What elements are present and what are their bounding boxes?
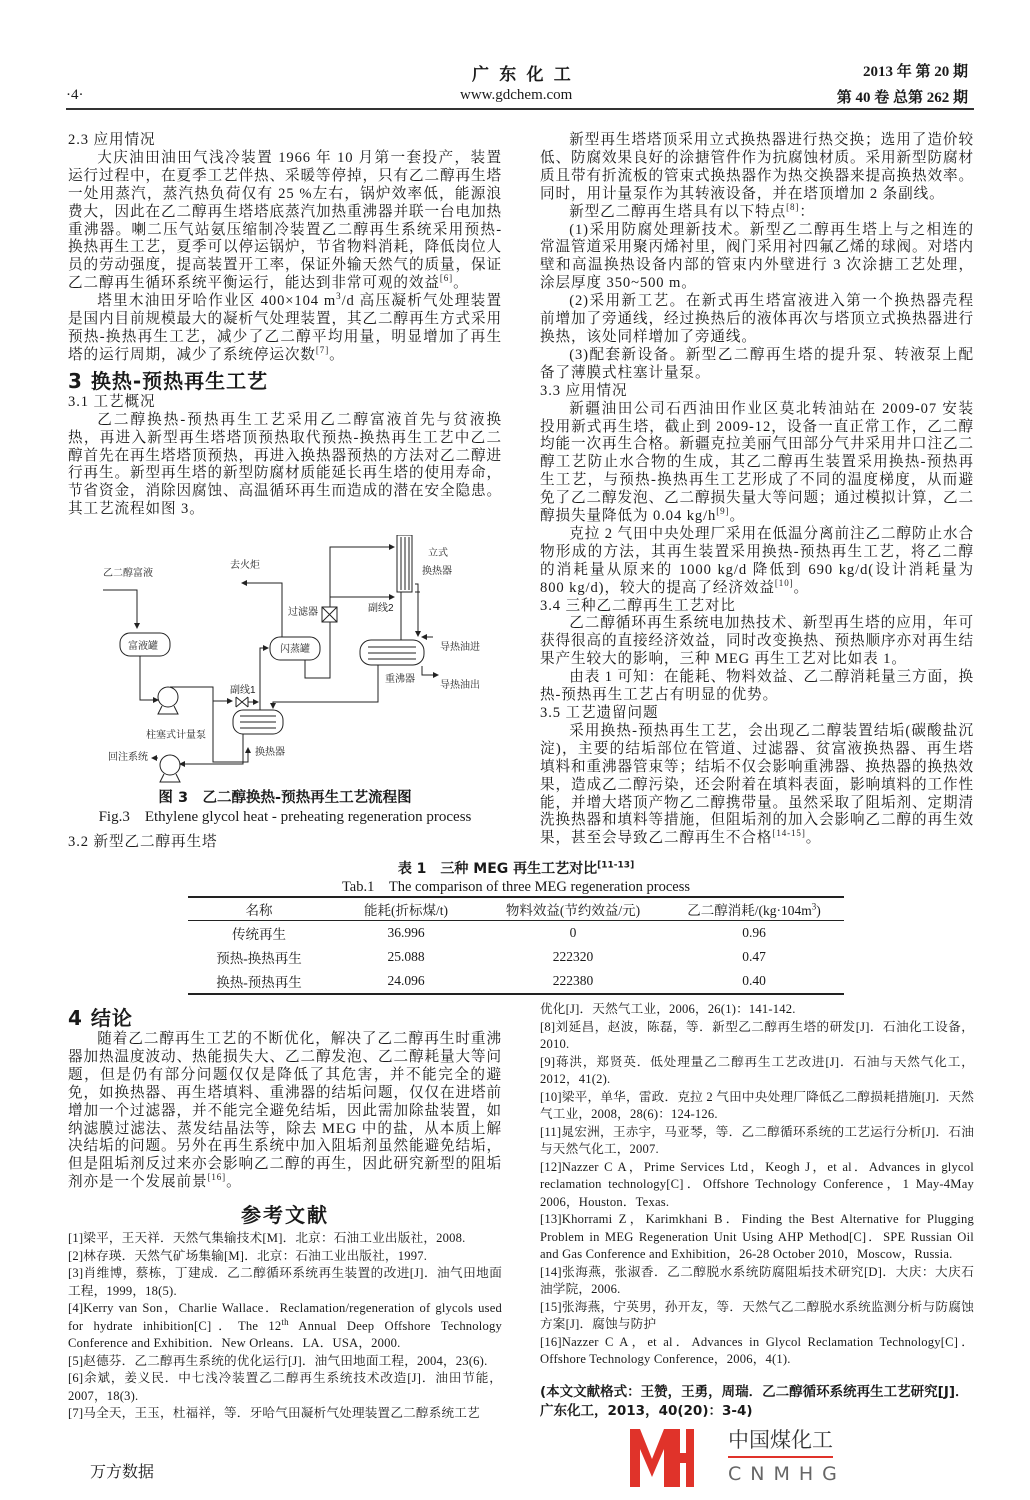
table-cell: 222380	[552, 973, 594, 988]
table-title-en: Tab.1 The comparison of three MEG regeneration process	[341, 879, 691, 895]
table-cell: 222320	[552, 949, 594, 964]
col-header-text: 乙二醇消耗/(kg·104m	[687, 903, 812, 918]
table-cell: 0.40	[742, 973, 766, 988]
text-segment: Annual Deep Offshore Technology Conference and Exhibition．New Orleans．LA．USA，2000.	[68, 1318, 502, 1351]
paragraph	[68, 1031, 502, 1192]
text-segment: (2)采用新工艺。在新式再生塔富液进入第一个换热器壳程前增加了旁通线，经过换热后的液体再次与塔顶立式换热器进行换热，该处同样增加了旁通线。	[540, 293, 974, 345]
text-segment: [16]Nazzer C A，et al．Advances in Glycol Reclamation Technology[C]．Offshore Technology Conference，2006，4(1).	[540, 1334, 974, 1366]
text-segment: (1)采用防腐处理新技术。新型乙二醇再生塔上与之相连的常温管道采用聚丙烯衬里，阀门采用衬四氟乙烯的球阀。对塔内壁和高温换热设备内部的管束内外壁进行 3 次涂搪工艺处理，涂层厚度 350~500 m。	[540, 221, 974, 292]
conclusion-section	[68, 1005, 502, 1423]
reference-item	[68, 1248, 502, 1266]
table-title-text: 表 1 三种 MEG 再生工艺对比	[397, 861, 598, 877]
col-header-end: )	[816, 903, 821, 918]
citation-mark: [10]	[774, 577, 794, 588]
col-header: 物料效益(节约效益/元)	[505, 903, 641, 918]
text-segment: 大庆油田油田气浅冷装置 1966 年 10 月第一套投产，装置运行过程中，在夏季工艺伴热、采暖等停掉，只有乙二醇再生塔一处用蒸汽，蒸汽热负荷仅有 25 %左右，锅炉效率低，能源浪费大，因此在乙二醇再生塔塔底蒸汽加热重沸器并联一台电加热重沸器。喇二压气站氨压缩制冷装置乙二醇再生系统采用预热-换热再生工艺，夏季可以停运锅炉，节省物料消耗，降低岗位人员的劳动强度，提高装置开工率，保证外输天然气的质量，保证乙二醇再生循环系统平衡运行，能达到非常可观的效益	[68, 149, 502, 292]
right-bottom-flow	[540, 1001, 974, 1489]
process-flow-diagram	[80, 535, 500, 787]
citation-mark: th	[281, 1316, 289, 1327]
watermark-cn: 中国煤化工	[728, 1427, 833, 1458]
table-1	[188, 860, 844, 995]
citation-mark: [9]	[716, 506, 730, 517]
col-header-sup: 3	[811, 901, 817, 912]
table-cell: 0	[569, 925, 577, 940]
label-exchanger: 换热器	[255, 747, 285, 758]
citation-mark: [16]	[207, 1172, 227, 1183]
paragraph	[540, 526, 974, 598]
exchanger-to-flash	[260, 648, 268, 710]
paragraph	[540, 132, 974, 204]
text-segment: 新型再生塔塔顶采用立式换热器进行热交换；选用了造价较低、防腐效果良好的涂搪管件作为抗腐蚀材质。采用新型防腐材质且带有折流板的管束式换热器作为热交换器来提高换热效率。同时，用计量泵作为其转液设备，并在塔顶增加 2 条副线。	[540, 132, 974, 202]
reference-item	[540, 1089, 974, 1124]
text-segment: (3)配套新设备。新型乙二醇再生塔的提升泵、转液泵上配备了薄膜式柱塞计量泵。	[540, 346, 974, 381]
text-segment: 随着乙二醇再生工艺的不断优化，解决了乙二醇再生时重沸器加热温度波动、热能损失大、乙二醇发泡、乙二醇耗量大等问题，但是仍有部分问题仅仅是降低了其危害，并不能完全的避免，如换热器、再生塔填料、重沸器的结垢问题，仅仅在进塔前增加一个过滤器，并不能完全避免结垢，因此需加除盐装置，如纳滤膜过滤法、蒸发结晶法等，除去 MEG 中的盐，从本质上解决结垢的问题。另外在再生系统中加入阻垢剂虽然能避免结垢，但是阻垢剂反过来亦会影响乙二醇的再生，因此研究新型的阻垢剂亦是一个发展前景	[68, 1031, 502, 1191]
label-flash-tank: 闪蒸罐	[280, 644, 310, 655]
section-3-4-title: 3.4 三种乙二醇再生工艺对比	[540, 597, 736, 614]
text-segment: [7]马全天，王玉，杜福祥，等．牙哈气田凝析气处理装置乙二醇系统工艺	[68, 1406, 480, 1421]
figure-caption-cn: 图 3 乙二醇换热-预热再生工艺流程图	[158, 790, 412, 806]
label-oil-out: 导热油出	[440, 680, 480, 691]
reference-item	[540, 1054, 974, 1089]
text-segment: [6]余斌，姜义民．中七浅冷装置乙二醇再生系统技术改造[J]．油田节能，2007，18(3).	[68, 1371, 502, 1403]
text-segment: 新疆油田公司石西油田作业区莫北转油站在 2009-07 安装投用新式再生塔，截止到 2009-12，设备一直正常工作，乙二醇均能一次再生合格。新疆克拉美丽气田部分气井采用井口注乙二醇工艺防止水合物的生成，其乙二醇再生装置采用换热-预热再生工艺，与预热-换热再生工艺形成了不同的温度梯度，从而避免了乙二醇发泡、乙二醇损失量大等问题；通过模拟计算，乙二醇损失量降低为 0.04 kg/h	[540, 400, 974, 525]
label-vertical-hx-1: 立式	[428, 548, 448, 559]
reference-item	[68, 1230, 502, 1248]
table-cell: 24.096	[387, 973, 425, 988]
text-segment: 。	[329, 346, 345, 363]
citation-format: (本文文献格式：王赞，王勇，周瑞．乙二醇循环系统再生工艺研究[J]．广东化工，2013，40(20)：3-4)	[540, 1383, 969, 1419]
label-rich-liquid: 乙二醇富液	[103, 568, 153, 579]
label-pump: 柱塞式计量泵	[146, 730, 206, 741]
label-vertical-hx-2: 换热器	[422, 566, 452, 577]
citation-mark: [6]	[439, 273, 454, 284]
figure-caption-en: Fig.3 Ethylene glycol heat - preheating regeneration process	[98, 809, 472, 825]
label-reinject: 回注系统	[108, 752, 148, 763]
reboiler-to-exchanger	[273, 665, 378, 708]
text-segment: ：	[799, 203, 815, 220]
text-segment: 优化[J]．天然气工业，2006，26(1)：141-142.	[540, 1002, 796, 1016]
table-cell: 0.96	[742, 925, 766, 940]
references-right	[540, 1001, 974, 1369]
text-segment: [1]梁平，王天祥．天然气集输技术[M]．北京：石油工业出版社，2008.	[68, 1231, 466, 1246]
reference-item	[540, 1334, 974, 1369]
tank-to-pump-line	[140, 656, 158, 700]
section-3-1-title: 3.1 工艺概况	[68, 393, 156, 410]
text-segment: [9]蒋洪，郑贤英．低处理量乙二醇再生工艺改进[J]．石油与天然气化工，2012，41(2).	[540, 1054, 974, 1086]
right-column	[540, 132, 974, 848]
label-bypass2: 副线2	[368, 603, 394, 614]
citation-mark: 3	[336, 291, 342, 302]
table-row	[188, 945, 844, 969]
issue-info: 2013 年 第 20 期	[862, 64, 968, 80]
bypass1-valve	[236, 697, 248, 707]
table-cell: 预热-换热再生	[216, 951, 302, 966]
text-segment: [12]Nazzer C A，Prime Services Ltd，Keogh J，et al．Advances in glycol reclamation technology[C]．Offshore Technology Conference，1 May-4May 2006，Houston．Texas.	[540, 1159, 974, 1209]
text-segment: 。	[453, 275, 469, 292]
paragraph	[540, 222, 974, 294]
comparison-table	[188, 896, 844, 995]
reference-item	[540, 1159, 974, 1212]
reinject-pump-shape	[160, 755, 180, 775]
table-title-cn	[188, 860, 844, 878]
section-3-2-title: 3.2 新型乙二醇再生塔	[68, 834, 218, 850]
text-segment: 塔里木油田牙哈作业区 400×104 m	[97, 293, 337, 310]
text-segment: 。	[793, 579, 809, 596]
left-column	[68, 132, 502, 519]
table-row	[188, 969, 844, 994]
section-4-title: 4 结论	[68, 1006, 133, 1030]
table-cell: 0.47	[742, 949, 766, 964]
text-segment: [8]刘延昌，赵波，陈磊，等．新型乙二醇再生塔的研发[J]．石油化工设备，2010.	[540, 1019, 974, 1051]
label-to-flare: 去火炬	[230, 560, 260, 571]
paragraph	[540, 201, 974, 222]
text-segment: [2]林存瑛．天然气矿场集输[M]．北京：石油工业出版社，1997.	[68, 1248, 428, 1263]
col-header: 能耗(折标煤/t)	[364, 903, 448, 918]
paragraph	[68, 412, 502, 519]
reference-item	[68, 1370, 502, 1405]
paragraph	[68, 150, 502, 293]
label-bypass1: 副线1	[230, 685, 256, 696]
text-segment: 。	[729, 508, 745, 525]
citation-mark: [14-15]	[772, 828, 806, 839]
paragraph	[540, 401, 974, 526]
paragraph	[540, 615, 974, 669]
text-segment: 采用换热-预热再生工艺，会出现乙二醇装置结垢(碳酸盐沉淀)，主要的结垢部位在管道、过滤器、贫富液换热器、再生塔填料和重沸器管束等；结垢不仅会影响重沸器、换热器的换热效果，造成乙二醇污染，还会附着在填料表面，影响填料的工作性能，并增大塔顶产物乙二醇携带量。虽然采取了阻垢剂、定期清洗换热器和填料等措施，但阻垢剂的加入会影响乙二醇的再生效果，甚至会导致乙二醇再生不合格	[540, 722, 974, 847]
table-cell: 传统再生	[232, 927, 286, 942]
references-title: 参考文献	[241, 1203, 329, 1228]
flash-to-flare	[242, 583, 282, 637]
text-segment: [13]Khorrami Z，Karimkhani B．Finding the Best Alternative for Plugging Problem in MEG Regeneration Unit Using AHP Method[C]．SPE Russian Oil and Gas Conference and Exhibition，26-28 October 2010，Moscow，Russia.	[540, 1212, 974, 1261]
label-oil-in: 导热油进	[440, 642, 480, 653]
reference-item	[540, 1264, 974, 1299]
watermark-en: CNMHG	[728, 1462, 846, 1485]
text-segment: 由表 1 可知：在能耗、物料效益、乙二醇消耗量三方面，换热-预热再生工艺占有明显的优势。	[540, 669, 974, 704]
pump-shape	[158, 687, 178, 707]
label-reboiler: 重沸器	[385, 674, 415, 685]
text-segment: /d 高压凝析气处理装置是国内目前规模最大的凝析气处理装置，其乙二醇再生方式采用预热-换热再生工艺，减少了乙二醇平均用量，明显增加了再生塔的运行周期，减少了系统停运次数	[68, 293, 502, 363]
feed-line	[103, 590, 137, 628]
paragraph	[540, 293, 974, 347]
paragraph	[540, 347, 974, 383]
text-segment: [14]张海燕，张淑香．乙二醇脱水系统防腐阻垢技术研究[D]．大庆：大庆石油学院，2006.	[540, 1264, 974, 1296]
citation-mark: [8]	[786, 201, 800, 212]
text-segment: 新型乙二醇再生塔具有以下特点	[569, 203, 787, 220]
reference-item	[68, 1405, 502, 1423]
volume-info: 第 40 卷 总第 262 期	[836, 90, 968, 106]
reference-item	[540, 1299, 974, 1334]
text-segment: [15]张海燕，宁英男，孙开友，等．天然气乙二醇脱水系统监测分析与防腐蚀方案[J]．腐蚀与防护	[540, 1299, 974, 1331]
table-cell: 36.996	[387, 925, 425, 940]
section-3-5-title: 3.5 工艺遗留问题	[540, 705, 659, 721]
references-left	[68, 1230, 502, 1423]
label-filter: 过滤器	[288, 607, 318, 618]
text-segment: 乙二醇循环再生系统电加热技术、新型再生塔的应用，年可获得很高的直接经济效益，同时改变换热、预热顺序亦对再生结果产生较大的影响，三种 MEG 再生工艺对比如表 1。	[540, 615, 974, 668]
paragraph	[68, 293, 502, 365]
table-row	[188, 921, 844, 946]
text-segment: [11]晁宏洲，王赤宇，马亚琴，等．乙二醇循环系统的工艺运行分析[J]．石油与天然气化工，2007.	[540, 1124, 974, 1156]
text-segment: [3]肖维博，蔡栋，丁建成．乙二醇循环系统再生装置的改进[J]．油气田地面工程，1999，18(5).	[68, 1266, 502, 1298]
citation-mark: [7]	[315, 345, 330, 356]
section-2-3-title: 2.3 应用情况	[68, 132, 156, 148]
paragraph	[540, 669, 974, 705]
table-cell: 25.088	[387, 949, 425, 964]
journal-website: www.gdchem.com	[460, 87, 573, 103]
label-rich-tank: 富液罐	[128, 641, 158, 652]
reference-item	[540, 1019, 974, 1054]
page-number: ·4·	[66, 87, 84, 103]
col-header: 名称	[245, 903, 273, 918]
reference-item	[540, 1001, 974, 1019]
text-segment: 克拉 2 气田中央处理厂采用在低温分离前注乙二醇防止水合物形成的方法，其再生装置采用换热-预热再生工艺，将乙二醇的消耗量从原来的 1000 kg/d 降低到 690 kg/d(设计消耗量为 800 kg/d)，较大的提高了经济效益	[540, 525, 974, 596]
table-cell: 换热-预热再生	[216, 975, 302, 990]
reference-item	[68, 1353, 502, 1371]
text-segment: [5]赵德芬．乙二醇再生系统的优化运行[J]．油气田地面工程，2004，23(6).	[68, 1353, 488, 1368]
text-segment: 。	[226, 1174, 242, 1191]
paragraph	[540, 723, 974, 848]
text-segment: 乙二醇换热-预热再生工艺采用乙二醇富液首先与贫液换热，再进入新型再生塔塔顶预热取代预热-换热再生工艺中乙二醇首先在再生塔塔顶预热，再进入换热器预热的方法对乙二醇进行再生。新型再生塔的新型防腐材质能延长再生塔的使用寿命，节省资金，消除因腐蚀、高温循环再生而造成的潜在安全隐患。其工艺流程如图 3。	[68, 411, 502, 518]
reference-item	[540, 1124, 974, 1159]
reference-item	[540, 1211, 974, 1264]
header-rule	[66, 108, 974, 110]
table-title-cite: [11-13]	[597, 860, 635, 871]
myh-logo-icon	[630, 1429, 694, 1487]
section-3-3-title: 3.3 应用情况	[540, 382, 628, 399]
col-header	[664, 897, 844, 921]
section-3-title: 3 换热-预热再生工艺	[68, 368, 269, 393]
reference-item	[68, 1265, 502, 1300]
reference-item	[68, 1300, 502, 1353]
watermark-logo	[630, 1427, 930, 1489]
text-segment: [4]Kerry van Son，Charlie Wallace．Reclamation/regeneration of glycols used for hydrate inhibition[C]．The 12	[68, 1301, 502, 1333]
text-segment: 。	[805, 830, 822, 847]
journal-name: 广 东 化 工	[472, 65, 574, 84]
footer-source: 万方数据	[90, 1462, 155, 1481]
text-segment: [10]梁平，单华，雷政．克拉 2 气田中央处理厂降低乙二醇损耗措施[J]．天然气工业，2008，28(6)：124-126.	[540, 1089, 974, 1121]
